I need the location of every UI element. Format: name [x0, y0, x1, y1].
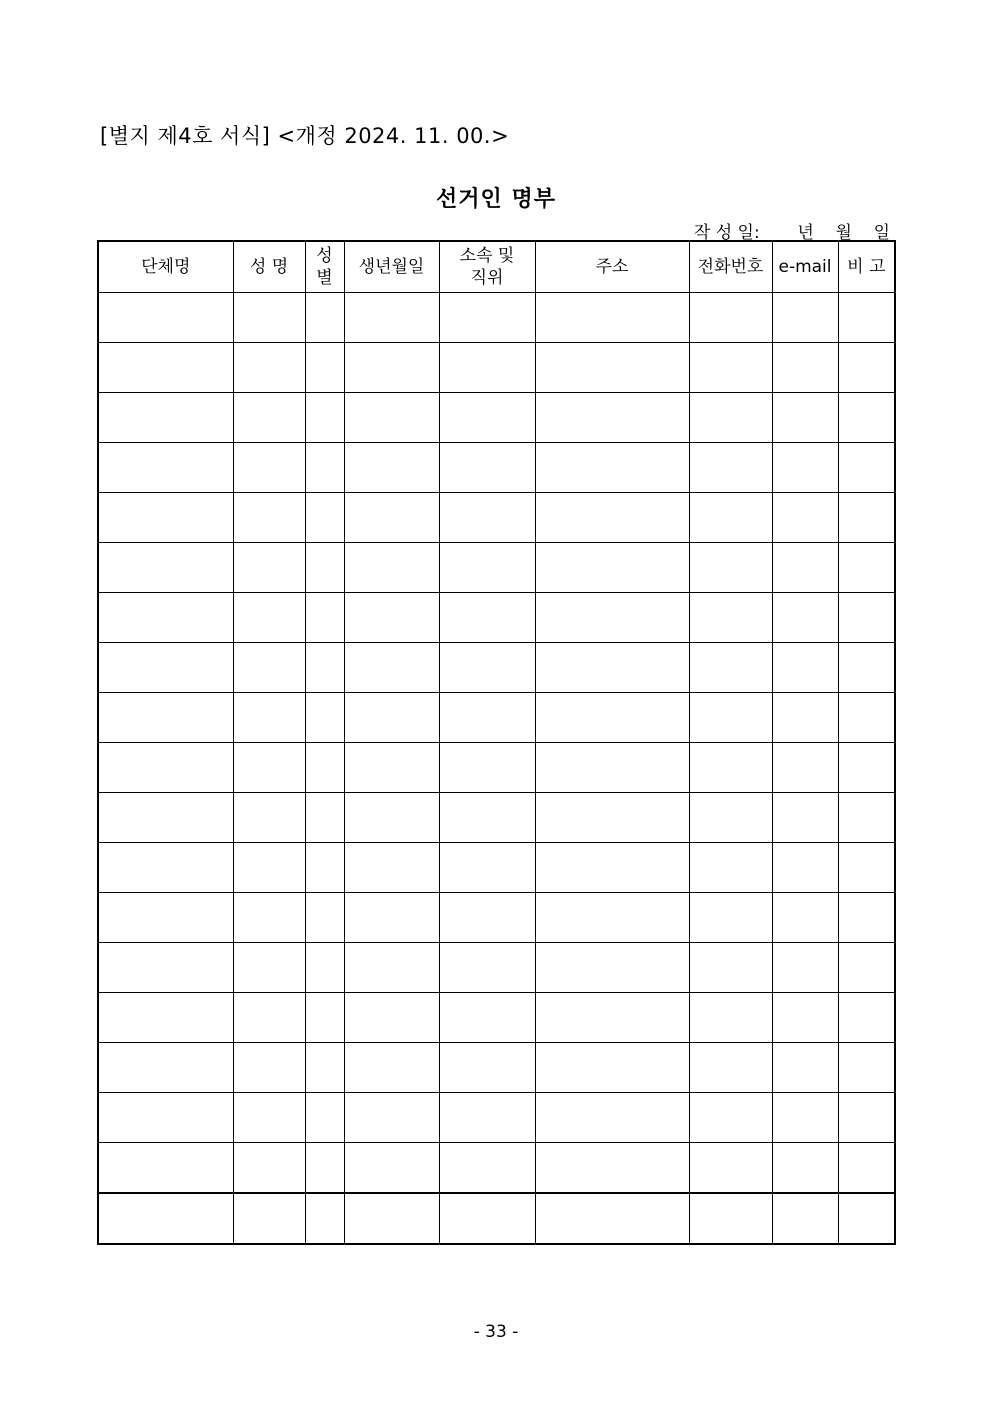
cell-gender[interactable]	[305, 743, 344, 793]
cell-birth[interactable]	[344, 1143, 439, 1194]
cell-address[interactable]	[535, 1193, 689, 1244]
cell-email[interactable]	[772, 443, 838, 493]
table-body	[98, 293, 895, 1245]
cell-email[interactable]	[772, 793, 838, 843]
table-row	[98, 743, 895, 793]
cell-name[interactable]	[233, 593, 305, 643]
cell-note[interactable]	[838, 893, 895, 943]
cell-affiliation[interactable]	[439, 1193, 535, 1244]
cell-note[interactable]	[838, 443, 895, 493]
cell-phone[interactable]	[689, 593, 772, 643]
cell-phone[interactable]	[689, 693, 772, 743]
cell-name[interactable]	[233, 643, 305, 693]
cell-group[interactable]	[98, 1093, 233, 1143]
table-row	[98, 393, 895, 443]
cell-address[interactable]	[535, 643, 689, 693]
cell-note[interactable]	[838, 1093, 895, 1143]
cell-address[interactable]	[535, 843, 689, 893]
cell-gender[interactable]	[305, 493, 344, 543]
cell-group[interactable]	[98, 1143, 233, 1194]
table-row	[98, 793, 895, 843]
table-row	[98, 443, 895, 493]
cell-email[interactable]	[772, 1143, 838, 1194]
cell-phone[interactable]	[689, 943, 772, 993]
cell-affiliation[interactable]	[439, 1143, 535, 1194]
cell-email[interactable]	[772, 543, 838, 593]
cell-group[interactable]	[98, 443, 233, 493]
cell-affiliation[interactable]	[439, 1043, 535, 1093]
voter-roster-table	[97, 240, 896, 1245]
cell-gender[interactable]	[305, 693, 344, 743]
cell-affiliation[interactable]	[439, 593, 535, 643]
cell-email[interactable]	[772, 743, 838, 793]
cell-email[interactable]	[772, 643, 838, 693]
cell-address[interactable]	[535, 793, 689, 843]
cell-group[interactable]	[98, 293, 233, 343]
cell-phone[interactable]	[689, 543, 772, 593]
cell-address[interactable]	[535, 443, 689, 493]
cell-name[interactable]	[233, 443, 305, 493]
table-row	[98, 643, 895, 693]
cell-birth[interactable]	[344, 793, 439, 843]
cell-affiliation[interactable]	[439, 293, 535, 343]
cell-gender[interactable]	[305, 1143, 344, 1194]
cell-phone[interactable]	[689, 1143, 772, 1194]
table-row	[98, 1043, 895, 1093]
date-line: 작 성 일: 년 월 일	[693, 223, 890, 243]
cell-note[interactable]	[838, 793, 895, 843]
cell-address[interactable]	[535, 293, 689, 343]
cell-name[interactable]	[233, 393, 305, 443]
cell-name[interactable]	[233, 1193, 305, 1244]
header-phone: 전화번호	[689, 241, 772, 293]
cell-name[interactable]	[233, 943, 305, 993]
cell-note[interactable]	[838, 293, 895, 343]
document-title: 선거인 명부	[436, 187, 556, 212]
cell-name[interactable]	[233, 293, 305, 343]
cell-address[interactable]	[535, 593, 689, 643]
cell-note[interactable]	[838, 1143, 895, 1194]
table-row	[98, 543, 895, 593]
cell-address[interactable]	[535, 543, 689, 593]
cell-affiliation[interactable]	[439, 793, 535, 843]
cell-affiliation[interactable]	[439, 1093, 535, 1143]
cell-email[interactable]	[772, 993, 838, 1043]
cell-birth[interactable]	[344, 593, 439, 643]
cell-birth[interactable]	[344, 443, 439, 493]
cell-name[interactable]	[233, 993, 305, 1043]
cell-gender[interactable]	[305, 543, 344, 593]
header-group-name: 단체명	[98, 241, 233, 293]
cell-phone[interactable]	[689, 1093, 772, 1143]
cell-group[interactable]	[98, 643, 233, 693]
cell-group[interactable]	[98, 743, 233, 793]
cell-group[interactable]	[98, 543, 233, 593]
cell-group[interactable]	[98, 1193, 233, 1244]
header-note: 비 고	[838, 241, 895, 293]
header-birthdate: 생년월일	[344, 241, 439, 293]
cell-phone[interactable]	[689, 793, 772, 843]
table-row	[98, 493, 895, 543]
cell-note[interactable]	[838, 543, 895, 593]
cell-phone[interactable]	[689, 893, 772, 943]
cell-phone[interactable]	[689, 393, 772, 443]
cell-group[interactable]	[98, 693, 233, 743]
cell-gender[interactable]	[305, 443, 344, 493]
header-gender: 성 별	[305, 241, 344, 293]
header-affiliation: 소속 및 직위	[439, 241, 535, 293]
cell-affiliation[interactable]	[439, 493, 535, 543]
cell-name[interactable]	[233, 493, 305, 543]
cell-address[interactable]	[535, 893, 689, 943]
cell-note[interactable]	[838, 493, 895, 543]
table-row	[98, 593, 895, 643]
cell-affiliation[interactable]	[439, 343, 535, 393]
cell-note[interactable]	[838, 693, 895, 743]
cell-group[interactable]	[98, 943, 233, 993]
cell-note[interactable]	[838, 943, 895, 993]
cell-note[interactable]	[838, 393, 895, 443]
cell-phone[interactable]	[689, 993, 772, 1043]
cell-birth[interactable]	[344, 843, 439, 893]
header-name: 성 명	[233, 241, 305, 293]
cell-name[interactable]	[233, 1143, 305, 1194]
cell-gender[interactable]	[305, 643, 344, 693]
cell-name[interactable]	[233, 543, 305, 593]
cell-email[interactable]	[772, 293, 838, 343]
cell-birth[interactable]	[344, 543, 439, 593]
cell-email[interactable]	[772, 393, 838, 443]
cell-phone[interactable]	[689, 1043, 772, 1093]
cell-note[interactable]	[838, 743, 895, 793]
form-label: [별지 제4호 서식] <개정 2024. 11. 00.>	[100, 124, 510, 148]
cell-birth[interactable]	[344, 693, 439, 743]
cell-birth[interactable]	[344, 293, 439, 343]
cell-email[interactable]	[772, 693, 838, 743]
table-row	[98, 1093, 895, 1143]
cell-name[interactable]	[233, 1093, 305, 1143]
cell-phone[interactable]	[689, 1193, 772, 1244]
cell-birth[interactable]	[344, 1043, 439, 1093]
table-row	[98, 993, 895, 1043]
cell-affiliation[interactable]	[439, 393, 535, 443]
cell-gender[interactable]	[305, 393, 344, 443]
cell-birth[interactable]	[344, 393, 439, 443]
cell-group[interactable]	[98, 493, 233, 543]
cell-address[interactable]	[535, 943, 689, 993]
cell-affiliation[interactable]	[439, 943, 535, 993]
cell-email[interactable]	[772, 1193, 838, 1244]
cell-phone[interactable]	[689, 643, 772, 693]
cell-email[interactable]	[772, 843, 838, 893]
table-row	[98, 293, 895, 343]
cell-address[interactable]	[535, 993, 689, 1043]
cell-email[interactable]	[772, 593, 838, 643]
cell-name[interactable]	[233, 693, 305, 743]
cell-birth[interactable]	[344, 343, 439, 393]
cell-name[interactable]	[233, 343, 305, 393]
cell-gender[interactable]	[305, 1043, 344, 1093]
cell-birth[interactable]	[344, 743, 439, 793]
table-row	[98, 1193, 895, 1244]
table-row	[98, 893, 895, 943]
table-row	[98, 693, 895, 743]
cell-gender[interactable]	[305, 993, 344, 1043]
cell-address[interactable]	[535, 343, 689, 393]
cell-affiliation[interactable]	[439, 743, 535, 793]
cell-birth[interactable]	[344, 1093, 439, 1143]
page-number: - 33 -	[473, 1322, 519, 1342]
cell-phone[interactable]	[689, 493, 772, 543]
cell-name[interactable]	[233, 1043, 305, 1093]
cell-note[interactable]	[838, 843, 895, 893]
cell-note[interactable]	[838, 343, 895, 393]
cell-note[interactable]	[838, 1193, 895, 1244]
table-row	[98, 943, 895, 993]
header-address: 주소	[535, 241, 689, 293]
cell-address[interactable]	[535, 1043, 689, 1093]
cell-address[interactable]	[535, 743, 689, 793]
cell-gender[interactable]	[305, 843, 344, 893]
cell-phone[interactable]	[689, 743, 772, 793]
cell-birth[interactable]	[344, 643, 439, 693]
cell-birth[interactable]	[344, 1193, 439, 1244]
cell-address[interactable]	[535, 1093, 689, 1143]
cell-address[interactable]	[535, 1143, 689, 1194]
cell-group[interactable]	[98, 793, 233, 843]
table-header-row	[98, 241, 895, 293]
cell-gender[interactable]	[305, 943, 344, 993]
table-row	[98, 343, 895, 393]
cell-group[interactable]	[98, 593, 233, 643]
cell-note[interactable]	[838, 593, 895, 643]
cell-phone[interactable]	[689, 443, 772, 493]
cell-gender[interactable]	[305, 343, 344, 393]
cell-note[interactable]	[838, 993, 895, 1043]
cell-name[interactable]	[233, 793, 305, 843]
cell-email[interactable]	[772, 943, 838, 993]
cell-email[interactable]	[772, 343, 838, 393]
cell-gender[interactable]	[305, 593, 344, 643]
cell-affiliation[interactable]	[439, 893, 535, 943]
cell-group[interactable]	[98, 993, 233, 1043]
cell-address[interactable]	[535, 393, 689, 443]
cell-affiliation[interactable]	[439, 543, 535, 593]
cell-email[interactable]	[772, 1043, 838, 1093]
table-row	[98, 1143, 895, 1194]
cell-affiliation[interactable]	[439, 693, 535, 743]
cell-birth[interactable]	[344, 493, 439, 543]
cell-birth[interactable]	[344, 893, 439, 943]
cell-group[interactable]	[98, 843, 233, 893]
cell-email[interactable]	[772, 493, 838, 543]
cell-name[interactable]	[233, 743, 305, 793]
cell-gender[interactable]	[305, 893, 344, 943]
cell-affiliation[interactable]	[439, 843, 535, 893]
cell-phone[interactable]	[689, 843, 772, 893]
cell-affiliation[interactable]	[439, 643, 535, 693]
cell-gender[interactable]	[305, 1193, 344, 1244]
cell-note[interactable]	[838, 1043, 895, 1093]
header-email: e-mail	[772, 241, 838, 293]
cell-birth[interactable]	[344, 943, 439, 993]
cell-affiliation[interactable]	[439, 443, 535, 493]
cell-affiliation[interactable]	[439, 993, 535, 1043]
cell-gender[interactable]	[305, 793, 344, 843]
cell-note[interactable]	[838, 643, 895, 693]
cell-birth[interactable]	[344, 993, 439, 1043]
cell-gender[interactable]	[305, 293, 344, 343]
cell-phone[interactable]	[689, 343, 772, 393]
cell-name[interactable]	[233, 893, 305, 943]
table-row	[98, 843, 895, 893]
cell-address[interactable]	[535, 693, 689, 743]
cell-group[interactable]	[98, 343, 233, 393]
cell-email[interactable]	[772, 1093, 838, 1143]
cell-address[interactable]	[535, 493, 689, 543]
cell-name[interactable]	[233, 843, 305, 893]
cell-group[interactable]	[98, 1043, 233, 1093]
cell-group[interactable]	[98, 393, 233, 443]
cell-email[interactable]	[772, 893, 838, 943]
cell-gender[interactable]	[305, 1093, 344, 1143]
cell-group[interactable]	[98, 893, 233, 943]
cell-phone[interactable]	[689, 293, 772, 343]
